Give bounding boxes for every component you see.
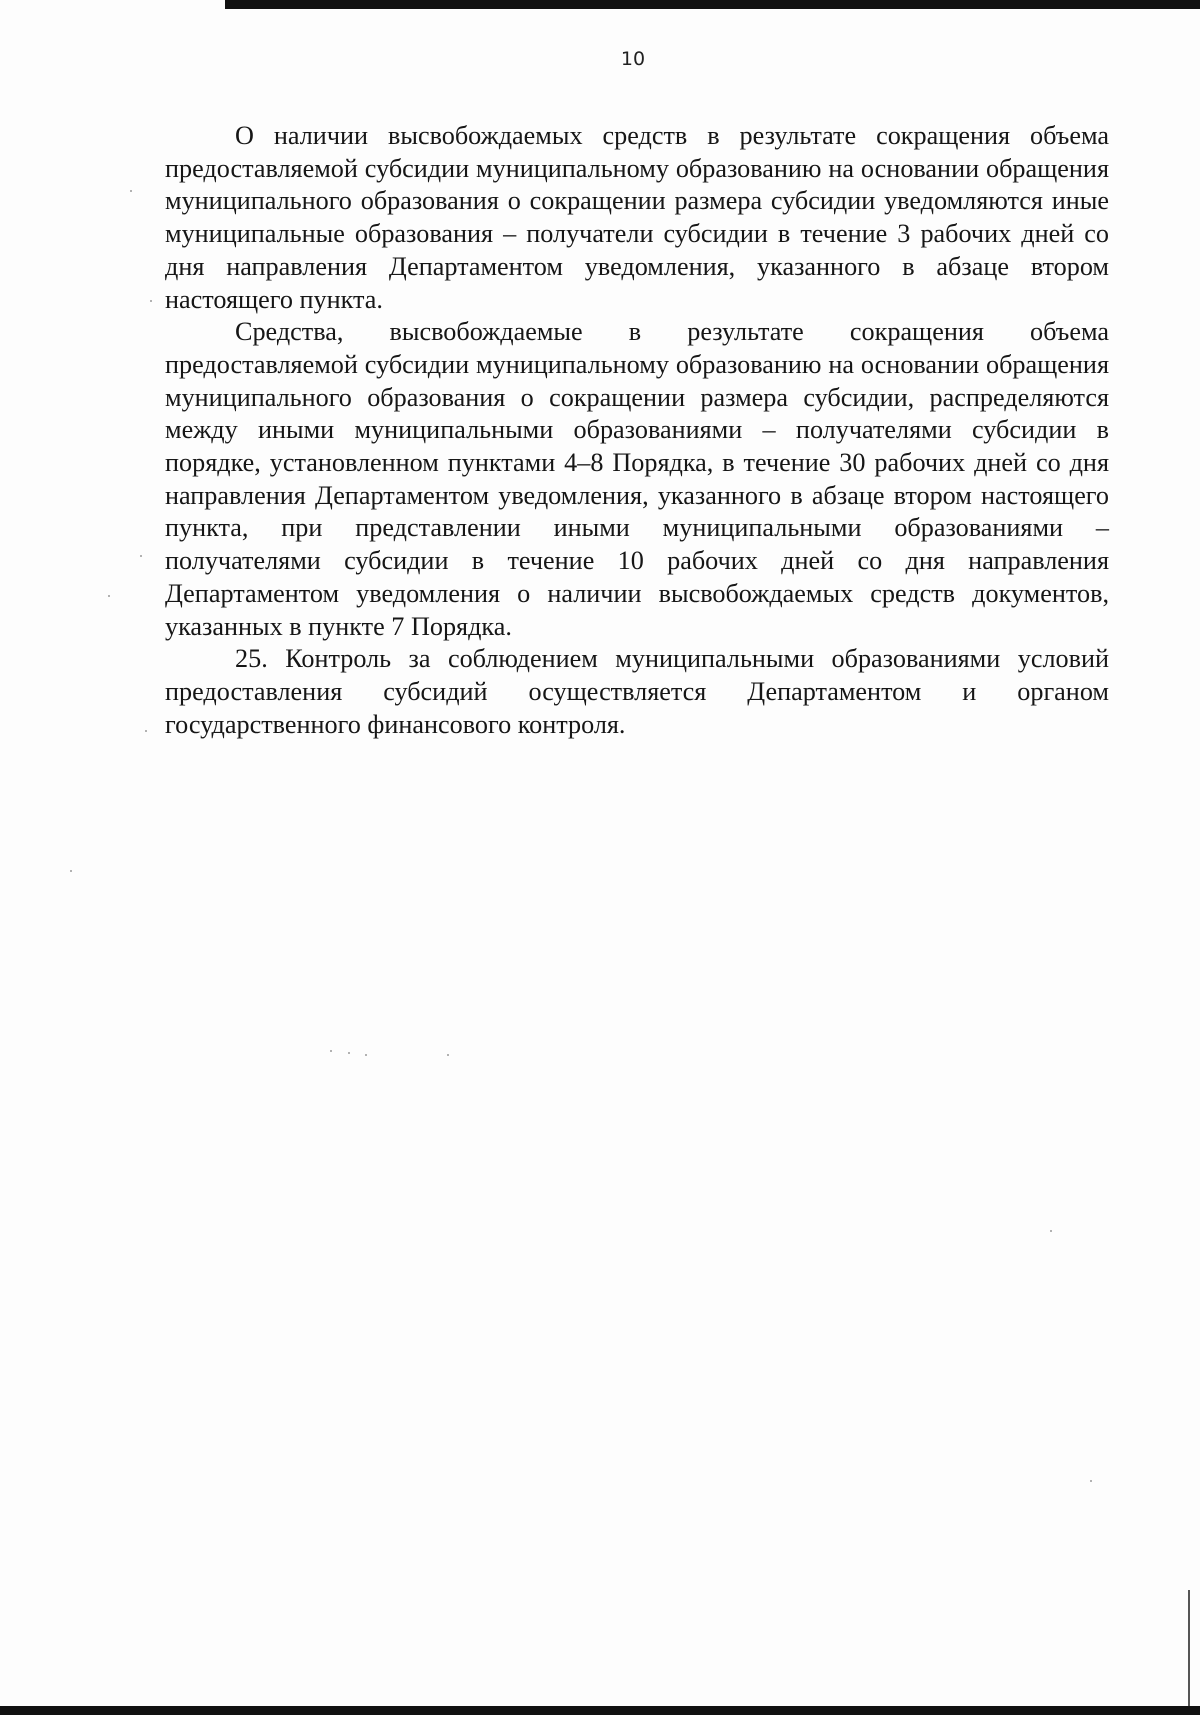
paragraph-item-25-control: 25. Контроль за соблюдением муниципальными образованиями условий предоставления субсидий осуществляется Департаментом и органом государственного финансового контроля. bbox=[165, 644, 1109, 739]
document-body bbox=[165, 120, 1109, 741]
paragraph-released-funds-distribution: Средства, высвобождаемые в результате сокращения объема предоставляемой субсидии муниципальному образованию на основании обращения муниципального образования о сокращении размера субсидии, распределяются между иными муниципальными образованиями – получателями субсидии в порядке, установленном пунктами 4–8 Порядка, в течение 30 рабочих дней со дня направления Департаментом уведомления, указанного в абзаце втором настоящего пункта, при представлении иными муниципальными образованиями – получателями субсидии в течение 10 рабочих дней со дня направления Департаментом уведомления о наличии высвобождаемых средств документов, указанных в пункте 7 Порядка. bbox=[165, 317, 1109, 641]
paragraph-released-funds-notice: О наличии высвобождаемых средств в результате сокращения объема предоставляемой субсидии муниципальному образованию на основании обращения муниципального образования о сокращении размера субсидии уведомляются иные муниципальные образования – получатели субсидии в течение 3 рабочих дней со дня направления Департаментом уведомления, указанного в абзаце втором настоящего пункта. bbox=[165, 121, 1109, 314]
scan-speck bbox=[447, 1054, 449, 1056]
scan-border-top bbox=[225, 0, 1200, 9]
scan-speck bbox=[145, 730, 147, 732]
scan-speck bbox=[150, 300, 152, 302]
scan-border-bottom bbox=[0, 1706, 1200, 1715]
scan-border-right bbox=[1188, 1590, 1190, 1706]
scan-speck bbox=[70, 870, 72, 872]
page-number: 10 bbox=[620, 48, 646, 70]
scan-speck bbox=[1090, 1480, 1092, 1482]
scan-speck bbox=[140, 555, 142, 557]
scan-speck bbox=[130, 190, 132, 192]
scan-speck bbox=[108, 595, 110, 597]
scan-speck bbox=[1050, 1230, 1052, 1232]
scan-speck bbox=[365, 1054, 367, 1056]
scan-speck bbox=[348, 1052, 350, 1054]
scan-speck bbox=[330, 1050, 332, 1052]
